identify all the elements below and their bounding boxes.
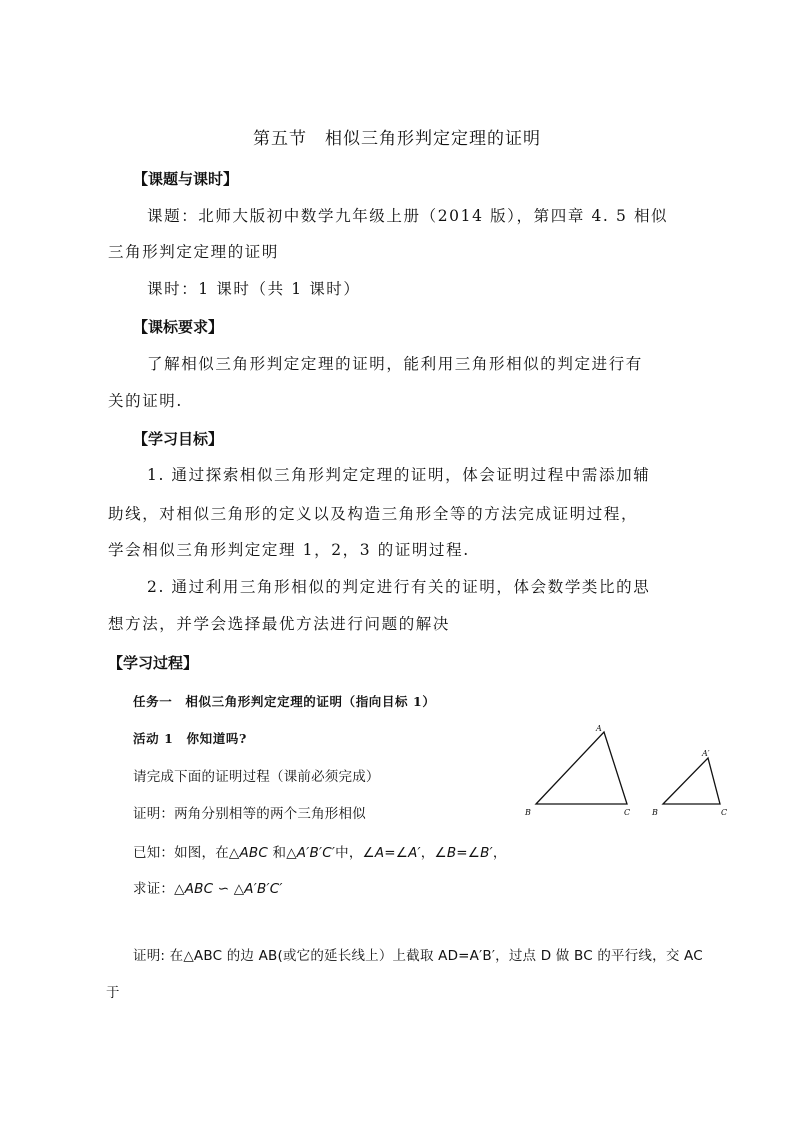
instruction-text: 请完成下面的证明过程（课前必须完成） [133,769,380,785]
standard-heading: 【课标要求】 [133,318,224,336]
vertex-label: B [525,808,531,817]
topic-heading: 【课题与课时】 [133,170,239,188]
standard-line: 了解相似三角形判定定理的证明，能利用三角形相似的判定进行有 [147,355,643,373]
vertex-label: A′ [702,749,710,758]
process-heading: 【学习过程】 [108,654,199,672]
prove-statement: 求证：△ABC ∽ △A′B′C′ [133,881,283,897]
page-title: 第五节 相似三角形判定定理的证明 [253,129,541,149]
activity-heading: 活动 1 你知道吗? [133,731,247,746]
period-line: 课时：1 课时（共 1 课时） [147,280,361,298]
vertex-label: C [721,808,728,817]
goals-heading: 【学习目标】 [133,430,224,448]
goal-line: 想方法，并学会选择最优方法进行问题的解决 [108,615,451,633]
goal-line: 1. 通过探索相似三角形判定定理的证明，体会证明过程中需添加辅 [147,466,651,484]
given-statement: 已知：如图，在△ABC 和△A′B′C′中，∠A=∠A′，∠B=∠B′， [133,845,507,861]
topic-line: 课题：北师大版初中数学九年级上册（2014 版），第四章 4. 5 相似 [147,207,669,225]
proof-title: 证明：两角分别相等的两个三角形相似 [133,806,366,822]
goal-line: 2. 通过利用三角形相似的判定进行有关的证明，体会数学类比的思 [147,578,651,596]
task-heading: 任务一 相似三角形判定定理的证明（指向目标 1） [133,694,436,709]
proof-line: 证明: 在△ABC 的边 AB(或它的延长线上）上截取 AD=A′B′，过点 D 做 BC 的平行线，交 AC [133,948,703,964]
goal-line: 学会相似三角形判定定理 1，2，3 的证明过程. [108,541,470,559]
triangle-figure [520,722,740,822]
triangle-abc [536,732,627,804]
vertex-label: A [596,724,602,733]
vertex-label: C [624,808,631,817]
goal-line: 助线，对相似三角形的定义以及构造三角形全等的方法完成证明过程， [108,505,639,523]
proof-line: 于 [106,985,120,1001]
triangle-abc-prime [663,758,720,804]
vertex-label: B [652,808,658,817]
topic-line: 三角形判定定理的证明 [108,243,280,261]
standard-line: 关的证明. [108,392,183,410]
